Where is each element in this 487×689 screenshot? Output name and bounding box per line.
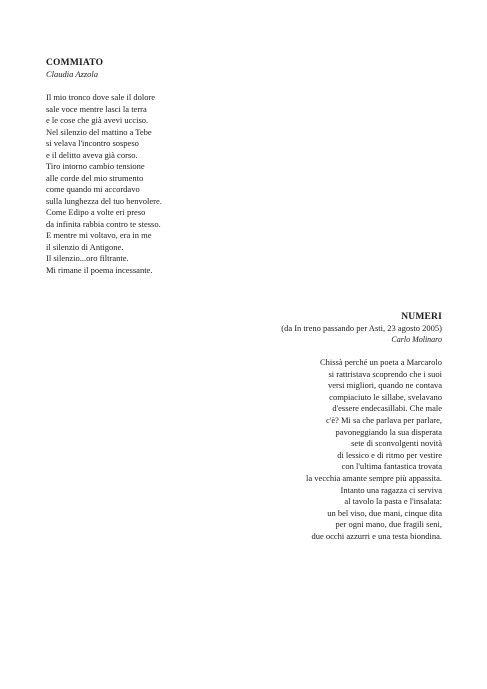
poem-line: Nel silenzio del mattino a Tebe [46, 126, 152, 137]
poem-line: alle corde del mio strumento [46, 172, 144, 183]
poem-line: si rattristava scoprendo che i suoi [328, 368, 442, 379]
poem-title: COMMIATO [46, 58, 104, 68]
poem-line: versi migliori, quando ne contava [327, 380, 442, 391]
poem-line: Intanto una ragazza ci serviva [340, 484, 442, 495]
poem-line: la vecchia amante sempre più appassita. [306, 472, 442, 483]
poem-title: NUMERI [401, 312, 442, 322]
poem-line: Mi rimane il poema incessante. [46, 264, 153, 275]
poem-line: c'è? Mi sa che parlava per parlare, [326, 414, 442, 425]
poem-line: di lessico e di ritmo per vestire [337, 449, 442, 460]
poem-line: E mentre mi voltavo, era in me [46, 230, 152, 240]
poem-line: si velava l'incontro sospeso [46, 138, 139, 148]
poem-commiato [46, 57, 266, 276]
poem-line: e le cose che già avevi ucciso. [46, 115, 149, 125]
poem-numeri [182, 311, 442, 543]
poem-author: Claudia Azzola [46, 69, 99, 79]
poem-author: Carlo Molinaro [391, 335, 442, 344]
poem-body [46, 92, 266, 276]
poem-line: come quando mi accordavo [46, 184, 140, 194]
poem-line: Chissà perché un poeta a Marcarolo [319, 357, 442, 367]
poem-line: sale voce mentre lasci la terra [46, 103, 147, 114]
poem-line: al tavolo la pasta e l'insalata: [344, 496, 442, 507]
poem-line: pavoneggiando la sua disperata [335, 426, 442, 437]
poem-line: compiaciuto le sillabe, svelavano [329, 391, 442, 402]
poem-line: sete di sconvolgenti novità [351, 438, 442, 449]
poem-line: Tiro intorno cambio tensione [46, 161, 145, 171]
poem-line: e il delitto aveva già corso. [46, 149, 138, 160]
poem-line: d'essere endecasillabi. Che male [332, 403, 442, 414]
poem-line: con l'ultima fantastica trovata [341, 461, 442, 472]
poem-line: Il silenzio...oro filtrante. [46, 253, 129, 263]
poem-body [182, 357, 442, 543]
poem-line: Come Edipo a volte eri preso [46, 207, 146, 217]
poem-line: per ogni mano, due fragili seni, [335, 519, 442, 530]
poem-subtitle: (da In treno passando per Asti, 23 agosto 2005) [281, 323, 442, 333]
poem-line: da infinita rabbia contro te stesso. [46, 218, 161, 229]
poem-line: un bel viso, due mani, cinque dita [327, 507, 442, 518]
poem-line: Il mio tronco dove sale il dolore [46, 92, 156, 102]
poem-line: due occhi azzurri e una testa biondina. [311, 530, 442, 541]
poem-line: sulla lunghezza del tuo benvolere. [46, 195, 162, 206]
poem-line: il silenzio di Antigone. [46, 241, 124, 252]
